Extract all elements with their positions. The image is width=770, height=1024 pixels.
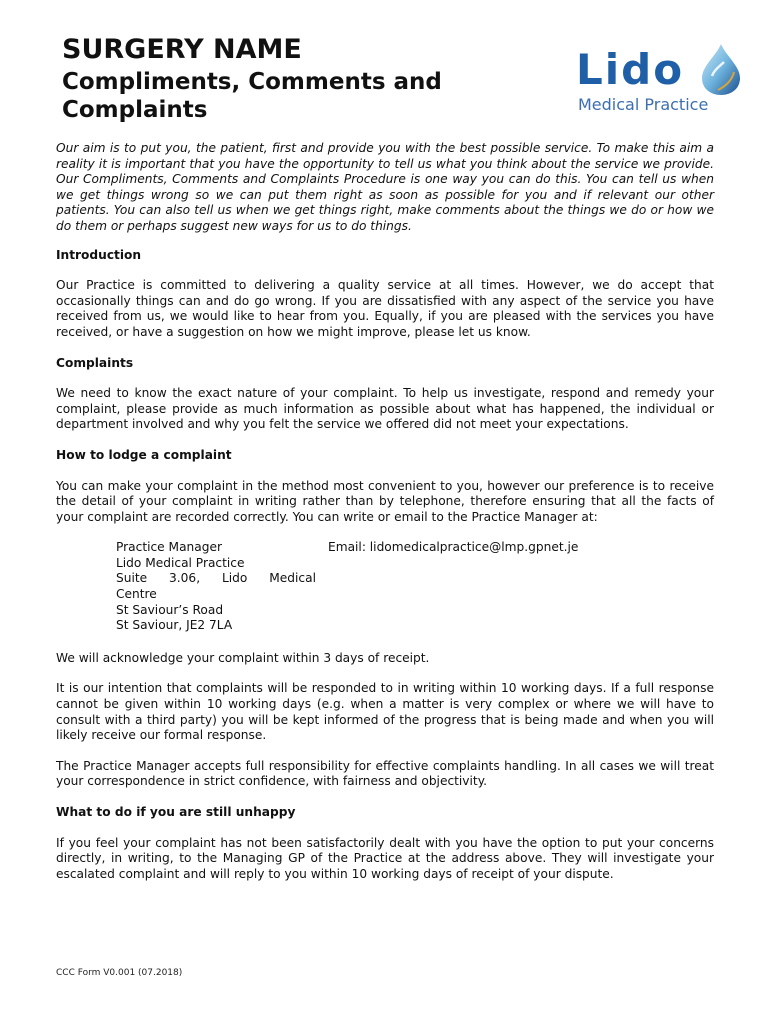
document-body: [56, 141, 714, 897]
intro-paragraph: Our aim is to put you, the patient, first and provide you with the best possible service. To make this aim a reality it is important that you have the opportunity to tell us what you think about the service we provide. Our Compliments, Comments and Complaints Procedure is one way you can do this. You can tell us when we get things wrong so we can put them right as soon as possible for you and if relevant our other patients. You can also tell us when we get things right, make comments about the things we do or how we do them or perhaps suggest new ways for us to do things.: [56, 141, 714, 233]
complaints-paragraph: We need to know the exact nature of your complaint. To help us investigate, respond and remedy your complaint, please provide as much information as possible about what has happened, the individual or department involved and why you felt the service we offered did not meet your expectations.: [56, 386, 714, 432]
address-line: St Saviour, JE2 7LA: [116, 618, 233, 633]
how-to-lodge-paragraph: You can make your complaint in the method most convenient to you, however our preference is to receive the detail of your complaint in writing rather than by telephone, therefore ensuring that all the facts of your complaint are recorded correctly. You can write or email to the Practice Manager at:: [56, 478, 714, 524]
heading-how-to-lodge: How to lodge a complaint: [56, 447, 232, 462]
responsibility-paragraph: The Practice Manager accepts full responsibility for effective complaints handling. In all cases we will treat your correspondence in strict confidence, with fairness and objectivity.: [56, 758, 714, 789]
address-line: Centre: [116, 587, 157, 602]
introduction-paragraph: Our Practice is committed to delivering a quality service at all times. However, we do accept that occasionally things can and do go wrong. If you are dissatisfied with any aspect of the service you have received from us, we would like to hear from you. Equally, if you are pleased with the services you have received, or have a suggestion on how we might improve, please let us know.: [56, 278, 714, 339]
water-drop-icon: [696, 42, 746, 96]
surgery-name: SURGERY NAME: [62, 34, 302, 65]
logo-subtitle: Medical Practice: [578, 95, 709, 114]
still-unhappy-paragraph: If you feel your complaint has not been satisfactorily dealt with you have the option to put your concerns directly, in writing, to the Managing GP of the Practice at the address above. They will investigate your escalated complaint and will reply to you within 10 working days of receipt of your dispute.: [56, 835, 714, 881]
document-header: [62, 34, 522, 124]
postal-address: [116, 540, 316, 634]
practice-address-block: [116, 540, 714, 634]
title-line-1: Compliments, Comments and: [62, 69, 442, 95]
response-time-paragraph: It is our intention that complaints will be responded to in writing within 10 working days. If a full response cannot be given within 10 working days (e.g. when a matter is very complex or where we will have to consult with a third party) you will be kept informed of the progress that is being made and when you will likely receive our formal response.: [56, 681, 714, 743]
logo-word: Lido: [576, 45, 685, 94]
address-line: Practice Manager: [116, 540, 222, 555]
heading-introduction: Introduction: [56, 247, 142, 262]
lido-logo: [568, 38, 748, 120]
form-version-footer: CCC Form V0.001 (07.2018): [56, 968, 183, 978]
document-title: [62, 68, 522, 124]
acknowledge-paragraph: We will acknowledge your complaint within 3 days of receipt.: [56, 650, 430, 665]
address-line: Lido Medical Practice: [116, 555, 245, 570]
practice-email: Email: lidomedicalpractice@lmp.gpnet.je: [328, 540, 579, 555]
address-line: St Saviour’s Road: [116, 602, 224, 617]
address-line: Suite 3.06, Lido Medical: [116, 571, 316, 586]
heading-still-unhappy: What to do if you are still unhappy: [56, 805, 296, 819]
title-line-2: Complaints: [62, 97, 208, 123]
heading-complaints: Complaints: [56, 355, 134, 370]
